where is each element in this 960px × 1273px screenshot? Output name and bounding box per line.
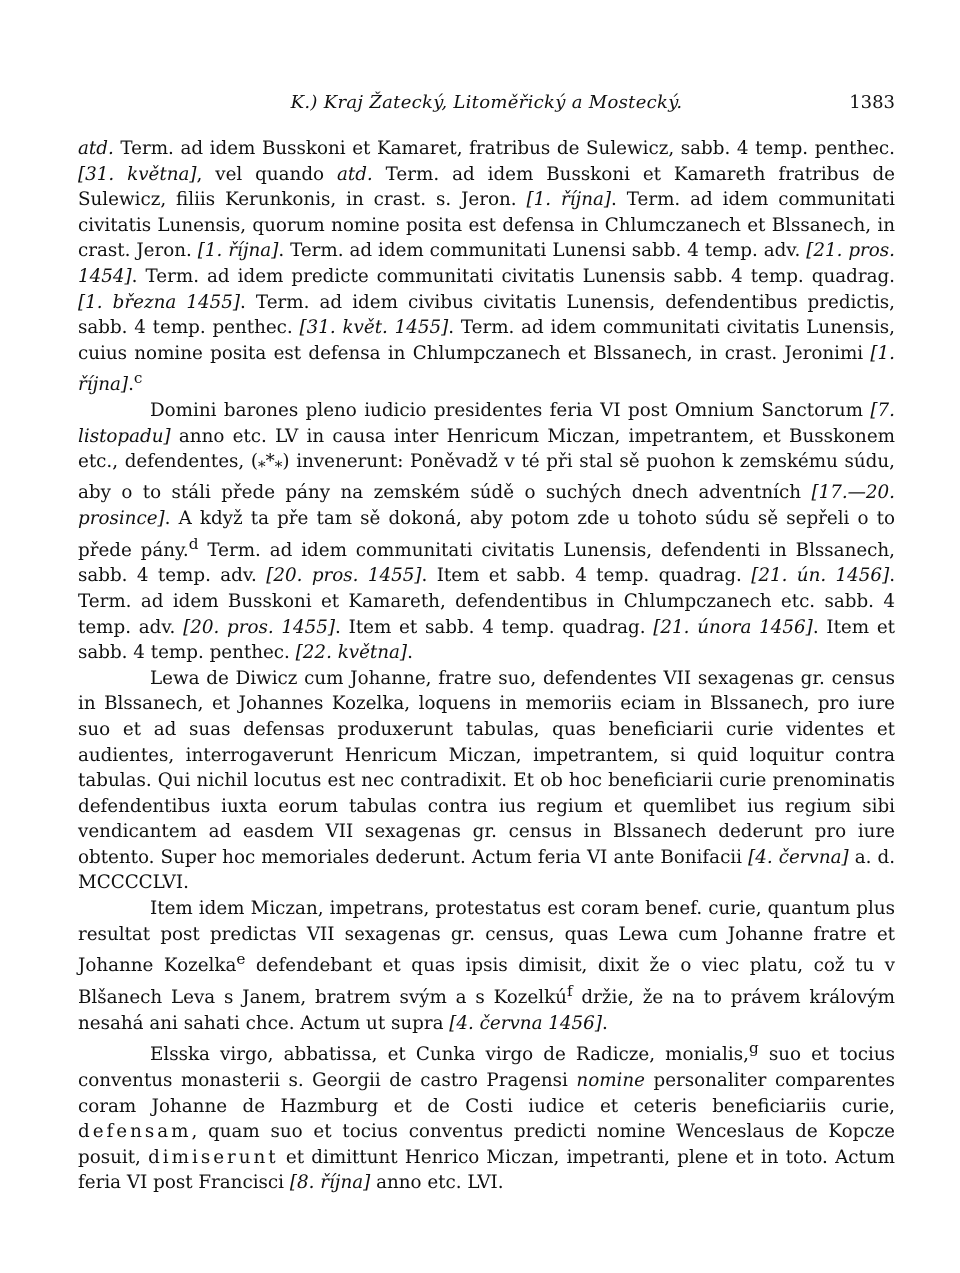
paragraph: Elsska virgo, abbatissa, et Cunka virgo de Radicze, monialis,$^g$ suo et tocius conventus monasterii s. Georgii de castro Pragensi nomine personaliter comparentes coram Johanne de Hazmburg et de Costi iudice et ceteris beneficiariis curie, defensam, quam suo et tocius conventus predicti nomine Wenceslaus de Kopcze posuit, dimiserunt et dimittunt Henrico Miczan, impetranti, plene et in toto. Actum feria VI post Francisci [8. října] anno etc. LVI. (78, 1039, 895, 1194)
page-header (78, 92, 895, 118)
paragraph: Domini barones pleno iudicio presidentes feria VI post Omnium Sanctorum [7. listopadu] anno etc. LV in causa inter Henricum Miczan, impetrantem, et Busskonem etc., defendentes, $(_**_*)$ invenerunt: Poněvadž v té při stal sě puohon k zemskému súdu, aby o to stáli přede pány na zemském súdě o suchých dnech adventních [17.—20. prosince]. A když ta pře tam sě dokoná, aby potom zde u tohoto súdu sě sepřeli o to přede pány.$^d$ Term. ad idem communitati civitatis Lunensis, defendenti in Blssanech, sabb. 4 temp. adv. [20. pros. 1455]. Item et sabb. 4 temp. quadrag. [21. ún. 1456]. Term. ad idem Busskoni et Kamareth, defendentibus in Chlumpczanech etc. sabb. 4 temp. adv. [20. pros. 1455]. Item et sabb. 4 temp. quadrag. [21. února 1456]. Item et sabb. 4 temp. penthec. [22. května]. (78, 400, 896, 664)
page-number: 1383 (849, 92, 895, 113)
paragraph: atd. Term. ad idem Busskoni et Kamaret, fratribus de Sulewicz, sabb. 4 temp. penthec. [31. května], vel quando atd. Term. ad idem Busskoni et Kamareth fratribus de Sulewicz, filiis Kerunkonis, in crast. s. Jeron. [1. října]. Term. ad idem communitati civitatis Lunensis, quorum nomine posita est defensa in Chlumczanech et Blssanech, in crast. Jeron. [1. října]. Term. ad idem communitati Lunensi sabb. 4 temp. adv. [21. pros. 1454]. Term. ad idem predicte communitati civitatis Lunensis sabb. 4 temp. quadrag. [1. března 1455]. Term. ad idem civibus civitatis Lunensis, defendentibus predictis, sabb. 4 temp. penthec. [31. květ. 1455]. Term. ad idem communitati civitatis Lunensis, cuius nomine posita est defensa in Chlumpczanech et Blssanech, in crast. Jeronimi [1. října].$^c$ (78, 138, 895, 396)
body-text (78, 136, 895, 1196)
paragraph: Item idem Miczan, impetrans, protestatus est coram benef. curie, quantum plus resultat post predictas VII sexagenas gr. census, quas Lewa cum Johanne fratre et Johanne Kozelka$^e$ defendebant et quas ipsis dimisit, dixit že o viec platu, což tu v Blšanech Leva s Janem, bratrem svým a s Kozelkú$^f$ držie, že na to právem královým nesahá ani sahati chce. Actum ut supra [4. června 1456]. (78, 898, 896, 1034)
paragraph: Lewa de Diwicz cum Johanne, fratre suo, defendentes VII sexagenas gr. census in Blssanech, et Johannes Kozelka, loquens in memoriis eciam in Blssanech, pro iure suo et ad suas defensas produxerunt tabulas, quas beneficiarii curie videntes et audientes, interrogaverunt Henricum Miczan, impetrantem, si quid loquitur contra tabulas. Qui nichil locutus est nec contradixit. Et ob hoc beneficiarii curie prenominatis defendentibus iuxta eorum tabulas contra ius regium et quemlibet ius regium sibi vendicantem ad easdem VII sexagenas gr. census in Blssanech dederunt pro iure obtento. Super hoc memoriales dederunt. Actum feria VI ante Bonifacii [4. června] a. d. MCCCCLVI. (78, 667, 895, 894)
running-head: K.) Kraj Žatecký, Litoměřický a Mostecký. (290, 92, 683, 113)
